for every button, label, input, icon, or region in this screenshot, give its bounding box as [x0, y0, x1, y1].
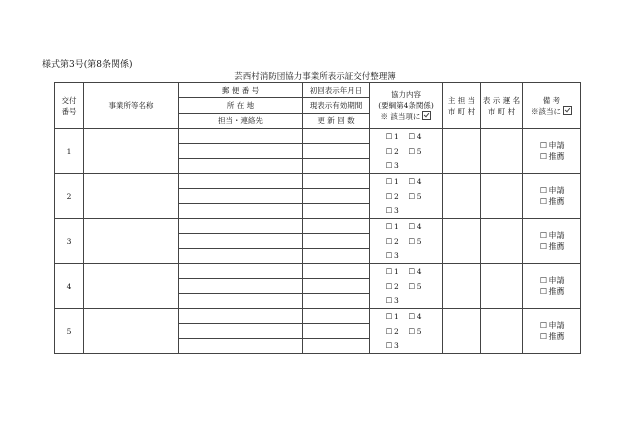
form-number: 様式第3号(第8条関係) [42, 60, 133, 70]
display-municipality-cell[interactable] [481, 309, 523, 354]
header-postal-code: 郵 便 番 号 [221, 85, 260, 95]
issue-number-cell: 3 [55, 219, 84, 264]
checkbox[interactable]: ☐ [385, 251, 393, 261]
business-name-cell[interactable] [84, 219, 179, 264]
postal-address-contact-cell[interactable] [179, 264, 303, 309]
contact-cell[interactable] [179, 203, 302, 218]
checkmark-icon [563, 106, 572, 115]
renewal-count-cell[interactable] [303, 203, 369, 218]
dates-cell[interactable] [303, 264, 370, 309]
address-cell[interactable] [179, 143, 302, 158]
checkbox[interactable]: ☐ [385, 311, 393, 321]
first-date-cell[interactable] [303, 309, 369, 323]
header-first-date: 初回表示年月日 [309, 85, 363, 95]
apply-label: 申請 [548, 231, 565, 240]
table-row [55, 219, 581, 264]
checkbox[interactable]: ☐ [408, 326, 416, 336]
checkbox[interactable]: ☐ [539, 231, 548, 240]
postal-code-cell[interactable] [179, 219, 302, 233]
checkbox[interactable]: ☐ [385, 341, 393, 351]
valid-period-cell[interactable] [303, 233, 369, 248]
header-row [55, 83, 581, 129]
checkbox[interactable]: ☐ [539, 186, 548, 195]
business-name-cell[interactable] [84, 264, 179, 309]
main-municipality-cell[interactable] [443, 219, 481, 264]
postal-code-cell[interactable] [179, 309, 302, 323]
checkbox[interactable]: ☐ [385, 221, 393, 231]
checkbox[interactable]: ☐ [385, 161, 393, 171]
register-title: 芸西村消防団協力事業所表示証交付整理簿 [234, 72, 396, 82]
checkbox[interactable]: ☐ [385, 266, 393, 276]
checkbox[interactable]: ☐ [539, 287, 548, 296]
checkbox[interactable]: ☐ [408, 281, 416, 291]
business-name-cell[interactable] [84, 129, 179, 174]
table-row [55, 264, 581, 309]
contact-cell[interactable] [179, 293, 302, 308]
dates-cell[interactable] [303, 174, 370, 219]
renewal-count-cell[interactable] [303, 158, 369, 173]
dates-cell[interactable] [303, 129, 370, 174]
header-contact: 担当・連絡先 [179, 113, 302, 128]
checkbox[interactable]: ☐ [408, 236, 416, 246]
apply-label: 申請 [548, 186, 565, 195]
main-municipality-cell[interactable] [443, 264, 481, 309]
issue-number-cell: 1 [55, 129, 84, 174]
postal-address-contact-cell[interactable] [179, 129, 303, 174]
header-renewal-count: 更 新 回 数 [303, 113, 369, 128]
header-address: 所 在 地 [179, 97, 302, 112]
header-display-municipality: 表 示 運 名 市 町 村 [481, 83, 523, 129]
header-issue-number: 交付 番号 [55, 83, 84, 129]
checkbox[interactable]: ☐ [385, 296, 393, 306]
checkbox[interactable]: ☐ [385, 131, 393, 141]
issue-number-cell: 4 [55, 264, 84, 309]
postal-code-cell[interactable] [179, 129, 302, 143]
renewal-count-cell[interactable] [303, 338, 369, 353]
checkbox[interactable]: ☐ [408, 266, 416, 276]
cooperation-cell: ☐ 1 ☐ 4 ☐ 2 ☐ 5 ☐ 3 [370, 219, 443, 264]
display-municipality-cell[interactable] [481, 219, 523, 264]
first-date-cell[interactable] [303, 219, 369, 233]
issue-number-cell: 2 [55, 174, 84, 219]
address-cell[interactable] [179, 188, 302, 203]
header-main-municipality: 主 担 当 市 町 村 [443, 83, 481, 129]
remarks-cell [523, 129, 581, 174]
checkbox[interactable]: ☐ [539, 276, 548, 285]
renewal-count-cell[interactable] [303, 293, 369, 308]
address-cell[interactable] [179, 278, 302, 293]
renewal-count-cell[interactable] [303, 248, 369, 263]
checkbox[interactable]: ☐ [408, 131, 416, 141]
checkbox[interactable]: ☐ [385, 236, 393, 246]
dates-cell[interactable] [303, 219, 370, 264]
postal-code-cell[interactable] [179, 174, 302, 188]
recommend-label: 推薦 [548, 242, 565, 251]
checkbox[interactable]: ☐ [385, 326, 393, 336]
cooperation-cell: ☐ 1 ☐ 4 ☐ 2 ☐ 5 ☐ 3 [370, 129, 443, 174]
header-valid-period: 現表示有効期間 [303, 97, 369, 112]
checkbox[interactable]: ☐ [539, 197, 548, 206]
cooperation-cell: ☐ 1 ☐ 4 ☐ 2 ☐ 5 ☐ 3 [370, 174, 443, 219]
remarks-cell [523, 264, 581, 309]
checkmark-icon [422, 111, 431, 120]
business-name-cell[interactable] [84, 309, 179, 354]
table-row [55, 129, 581, 174]
address-cell[interactable] [179, 323, 302, 338]
display-municipality-cell[interactable] [481, 129, 523, 174]
checkbox[interactable]: ☐ [539, 141, 548, 150]
checkbox[interactable]: ☐ [539, 332, 548, 341]
display-municipality-cell[interactable] [481, 264, 523, 309]
address-cell[interactable] [179, 233, 302, 248]
dates-cell[interactable] [303, 309, 370, 354]
checkbox[interactable]: ☐ [385, 281, 393, 291]
checkbox[interactable]: ☐ [539, 152, 548, 161]
remarks-cell [523, 174, 581, 219]
table-row [55, 309, 581, 354]
checkbox[interactable]: ☐ [385, 146, 393, 156]
valid-period-cell[interactable] [303, 278, 369, 293]
remarks-cell [523, 309, 581, 354]
first-date-cell[interactable] [303, 129, 369, 143]
recommend-label: 推薦 [548, 332, 565, 341]
cooperation-cell: ☐ 1 ☐ 4 ☐ 2 ☐ 5 ☐ 3 [370, 309, 443, 354]
recommend-label: 推薦 [548, 152, 565, 161]
header-postal-address-contact [179, 83, 303, 129]
valid-period-cell[interactable] [303, 323, 369, 338]
header-business-name: 事業所等名称 [84, 83, 179, 129]
recommend-label: 推薦 [548, 287, 565, 296]
main-municipality-cell[interactable] [443, 174, 481, 219]
valid-period-cell[interactable] [303, 188, 369, 203]
checkbox[interactable]: ☐ [539, 242, 548, 251]
contact-cell[interactable] [179, 248, 302, 263]
recommend-label: 推薦 [548, 197, 565, 206]
issue-number-cell: 5 [55, 309, 84, 354]
postal-address-contact-cell[interactable] [179, 174, 303, 219]
checkbox[interactable]: ☐ [385, 176, 393, 186]
main-municipality-cell[interactable] [443, 129, 481, 174]
business-name-cell[interactable] [84, 174, 179, 219]
apply-label: 申請 [548, 321, 565, 330]
checkbox[interactable]: ☐ [408, 221, 416, 231]
checkbox[interactable]: ☐ [408, 146, 416, 156]
header-dates [303, 83, 370, 129]
remarks-cell [523, 219, 581, 264]
checkbox[interactable]: ☐ [408, 191, 416, 201]
cooperation-cell: ☐ 1 ☐ 4 ☐ 2 ☐ 5 ☐ 3 [370, 264, 443, 309]
contact-cell[interactable] [179, 338, 302, 353]
postal-address-contact-cell[interactable] [179, 219, 303, 264]
main-municipality-cell[interactable] [443, 309, 481, 354]
checkbox[interactable]: ☐ [385, 191, 393, 201]
first-date-cell[interactable] [303, 264, 369, 278]
apply-label: 申請 [548, 141, 565, 150]
table-row [55, 174, 581, 219]
postal-code-cell[interactable] [179, 264, 302, 278]
checkbox[interactable]: ☐ [539, 321, 548, 330]
apply-label: 申請 [548, 276, 565, 285]
issuance-register-table [54, 82, 581, 354]
first-date-cell[interactable] [303, 174, 369, 188]
display-municipality-cell[interactable] [481, 174, 523, 219]
header-remarks: 備 考 ※該当に [523, 83, 581, 129]
valid-period-cell[interactable] [303, 143, 369, 158]
header-cooperation: 協力内容 (要綱第4条関係) ※ 該当項に [370, 83, 443, 129]
checkbox[interactable]: ☐ [408, 311, 416, 321]
contact-cell[interactable] [179, 158, 302, 173]
checkbox[interactable]: ☐ [385, 206, 393, 216]
postal-address-contact-cell[interactable] [179, 309, 303, 354]
checkbox[interactable]: ☐ [408, 176, 416, 186]
